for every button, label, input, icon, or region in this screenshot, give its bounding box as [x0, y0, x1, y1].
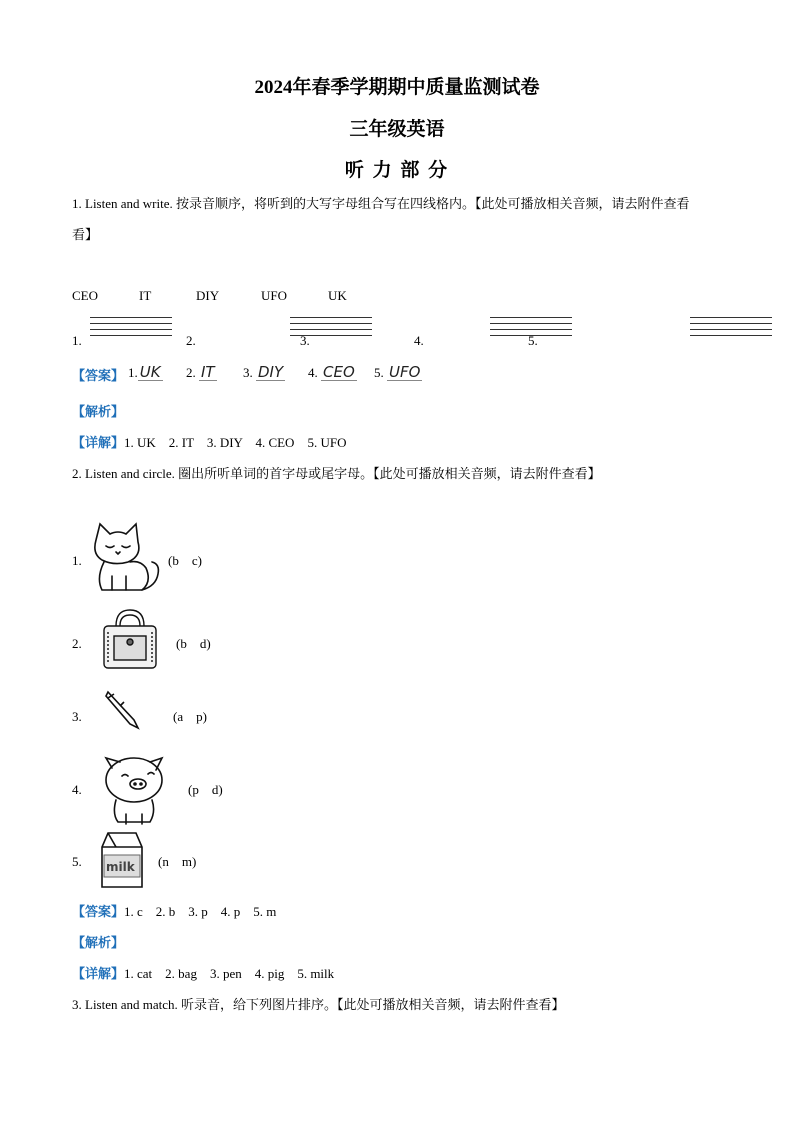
answer-label: 【答案】 [72, 368, 125, 383]
analysis-label: 【解析】 [72, 404, 125, 419]
q2-choices[interactable]: (p d) [188, 782, 223, 797]
page-title: 2024年春季学期期中质量监测试卷 [254, 77, 540, 98]
detail-text: 1. cat 2. bag 3. pen 4. pig 5. milk [124, 966, 335, 981]
q1-blank-number: 3. [300, 333, 310, 348]
q2-item-number: 1. [72, 553, 82, 568]
q1-answer [243, 364, 285, 381]
answer-label: 【答案】 [72, 904, 125, 919]
handwritten-answer: IT [201, 363, 215, 381]
handwritten-answer: UK [139, 363, 161, 381]
q1-option: UFO [261, 288, 288, 303]
q1-option: UK [328, 288, 347, 303]
q2-answer [72, 901, 276, 920]
q2-instruction: 2. Listen and circle. 圈出所听单词的首字母或尾字母。【此处可播放相关音频，请去附件查看】 [72, 466, 601, 481]
q2-item-number: 5. [72, 854, 82, 869]
detail-label: 【详解】 [72, 966, 125, 981]
bag-icon [100, 606, 160, 672]
detail-text: 1. UK 2. IT 3. DIY 4. CEO 5. UFO [124, 435, 347, 450]
q1-detail [72, 432, 346, 451]
q1-instruction: 1. Listen and write. 按录音顺序，将听到的大写字母组合写在四线格内。【此处可播放相关音频，请去附件查看 [72, 196, 690, 211]
q2-item-number: 4. [72, 782, 82, 797]
q1-answer [374, 364, 422, 381]
milk-carton-label: milk [106, 860, 135, 874]
q1-blank-number: 4. [414, 333, 424, 348]
four-line-grid[interactable] [690, 317, 772, 341]
analysis-label: 【解析】 [72, 935, 125, 950]
page-subtitle: 三年级英语 [349, 119, 445, 140]
pen-icon [104, 688, 144, 732]
handwritten-answer: DIY [258, 363, 284, 381]
q1-answer [308, 364, 357, 381]
cat-icon [86, 520, 164, 596]
q1-answer [186, 364, 217, 381]
answer-number: 5. [374, 365, 384, 380]
section-title: 听 力 部 分 [344, 160, 450, 181]
q1-option: IT [139, 288, 152, 303]
detail-label: 【详解】 [72, 435, 125, 450]
q1-option: CEO [72, 288, 98, 303]
milk-icon [96, 831, 148, 889]
answer-text: 1. c 2. b 3. p 4. p 5. m [124, 904, 277, 919]
q2-choices[interactable]: (b d) [176, 636, 211, 651]
answer-number: 3. [243, 365, 253, 380]
q2-item-number: 2. [72, 636, 82, 651]
pig-icon [98, 752, 170, 828]
answer-number: 1. [128, 365, 138, 380]
answer-number: 4. [308, 365, 318, 380]
q2-detail [72, 963, 334, 982]
q2-item-number: 3. [72, 709, 82, 724]
q1-blank-number: 2. [186, 333, 196, 348]
q1-option: DIY [196, 288, 220, 303]
four-line-grid[interactable] [90, 317, 172, 341]
q1-instruction-cont: 看】 [72, 227, 99, 242]
q2-choices[interactable]: (b c) [168, 553, 202, 568]
q3-instruction: 3. Listen and match. 听录音，给下列图片排序。【此处可播放相关音频，请去附件查看】 [72, 997, 565, 1012]
q1-answer [128, 364, 163, 381]
q2-choices[interactable]: (a p) [173, 709, 207, 724]
handwritten-answer: CEO [323, 363, 355, 381]
q2-choices[interactable]: (n m) [158, 854, 197, 869]
q1-blank-number: 1. [72, 333, 82, 348]
q1-blank-number: 5. [528, 333, 538, 348]
answer-number: 2. [186, 365, 196, 380]
handwritten-answer: UFO [389, 363, 421, 381]
